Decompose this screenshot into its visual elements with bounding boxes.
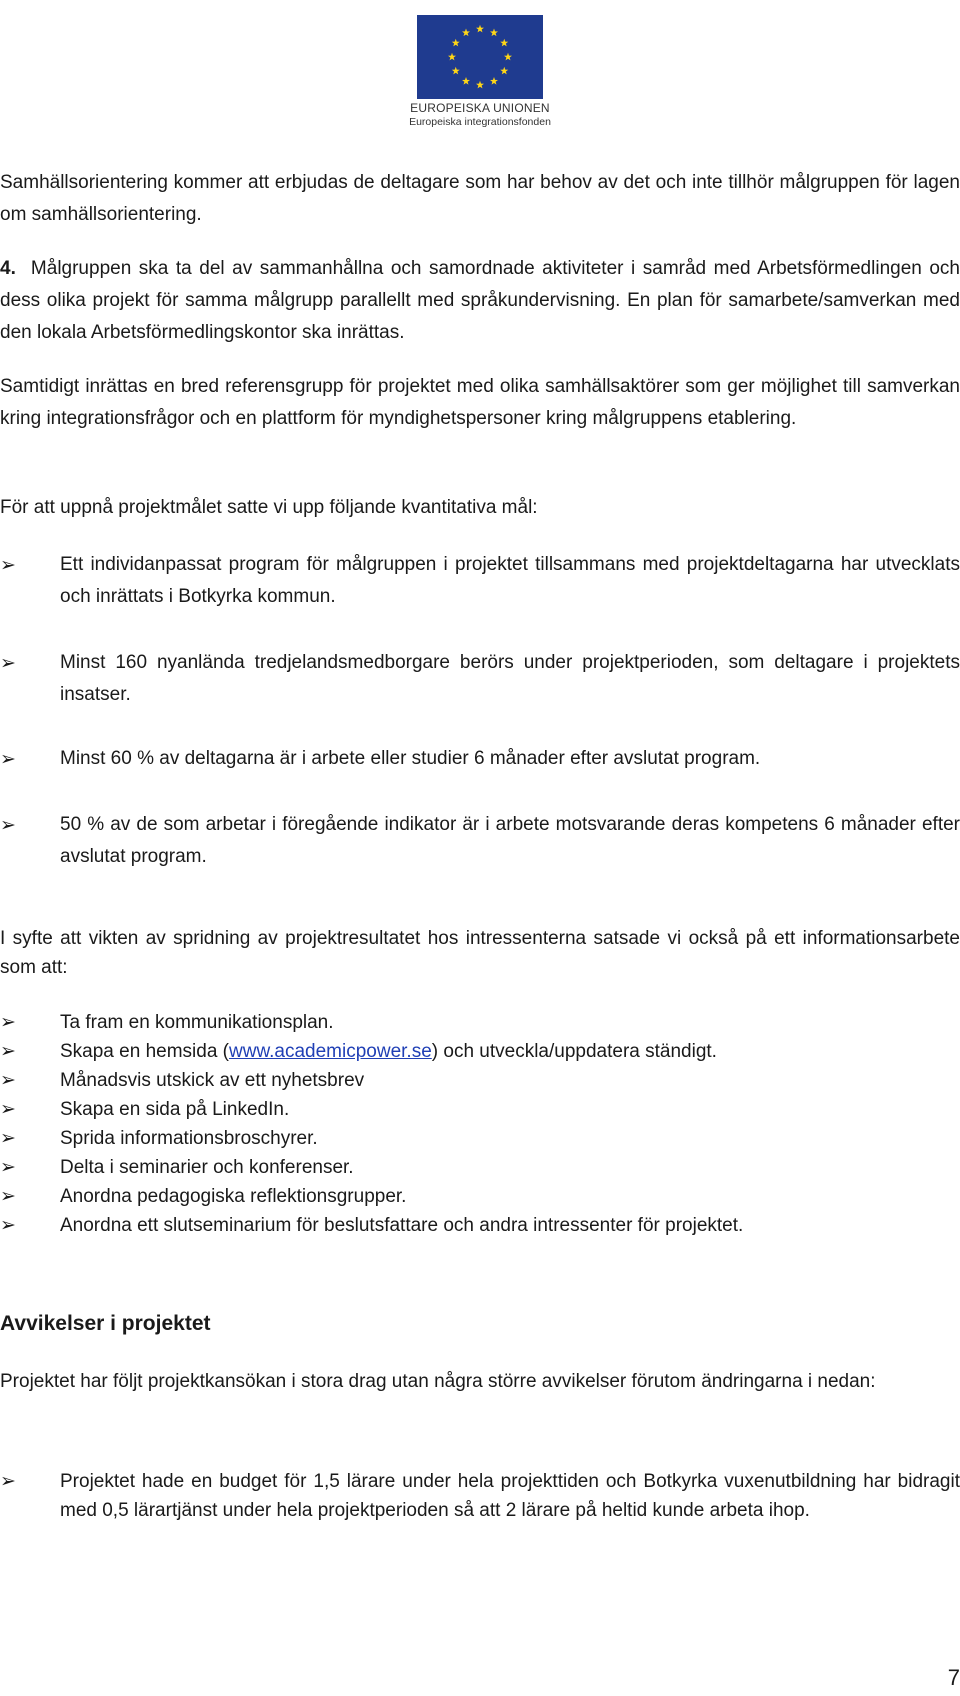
paragraph-4: För att uppnå projektmålet satte vi upp följande kvantitativa mål: <box>0 497 538 518</box>
arrowhead-bullet-icon: ➢ <box>0 1011 16 1033</box>
arrowhead-bullet-icon: ➢ <box>0 1214 16 1236</box>
deviations-intro: Projektet har följt projektkansökan i stora drag utan några större avvikelser förutom ändringarna i nedan: <box>0 1371 876 1392</box>
arrowhead-bullet-icon: ➢ <box>0 748 16 770</box>
section-heading: Avvikelser i projektet <box>0 1312 211 1335</box>
paragraph-3: Samtidigt inrättas en bred referensgrupp för projektet med olika samhällsaktörer som ger möjlighet till samverkan kring integrationsfrågor och en plattform för myndighetspersoner kring målgruppens etablering. <box>0 376 960 429</box>
arrowhead-bullet-icon: ➢ <box>0 1156 16 1178</box>
arrowhead-bullet-icon: ➢ <box>0 554 16 576</box>
arrowhead-bullet-icon: ➢ <box>0 814 16 836</box>
logo-line1: EUROPEISKA UNIONEN <box>410 101 550 115</box>
eu-flag-logo <box>417 15 543 99</box>
arrowhead-bullet-icon: ➢ <box>0 1127 16 1149</box>
paragraph-1: Samhällsorientering kommer att erbjudas de deltagare som har behov av det och inte tillhör målgruppen för lagen om samhällsorientering. <box>0 172 960 225</box>
page-number: 7 <box>947 1665 960 1690</box>
paragraph-2-text: Målgruppen ska ta del av sammanhållna och samordnade aktiviteter i samråd med Arbetsförmedlingen och dess olika projekt för samma målgrupp parallellt med språkundervisning. En plan för samarbete/samverkan med den lokala Arbetsförmedlingskontor ska inrättas. <box>0 258 960 343</box>
website-link[interactable]: www.academicpower.se <box>229 1041 432 1062</box>
arrowhead-bullet-icon: ➢ <box>0 1069 16 1091</box>
arrowhead-bullet-icon: ➢ <box>0 1185 16 1207</box>
logo-line2: Europeiska integrationsfonden <box>409 116 551 128</box>
info-intro: I syfte att vikten av spridning av projektresultatet hos intressenterna satsade vi också på ett informationsarbete som att: <box>0 928 960 978</box>
paragraph-2 <box>0 253 960 349</box>
item-number: 4. <box>0 258 16 279</box>
arrowhead-bullet-icon: ➢ <box>0 1470 16 1492</box>
arrowhead-bullet-icon: ➢ <box>0 1040 16 1062</box>
arrowhead-bullet-icon: ➢ <box>0 1098 16 1120</box>
arrowhead-bullet-icon: ➢ <box>0 652 16 674</box>
